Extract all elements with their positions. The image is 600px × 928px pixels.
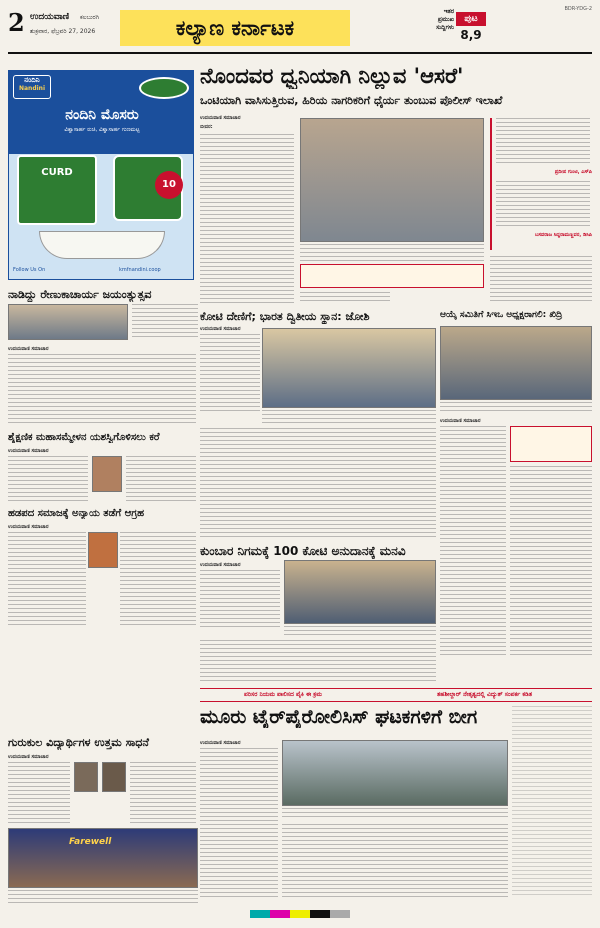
lead-column-3: [490, 256, 592, 304]
story-tyre-body-2: [282, 824, 508, 898]
story-kumbar-body-2: [200, 640, 436, 684]
story-tyre-byline: ಉದಯವಾಣಿ ಸಮಾಚಾರ: [200, 740, 241, 746]
story-gurukul-farewell-photo: [8, 828, 198, 888]
lead-sidebar: [490, 118, 592, 250]
story-joshi-byline: ಉದಯವಾಣಿ ಸಮಾಚಾರ: [200, 326, 241, 332]
story-khidri-body-2: [510, 466, 592, 656]
story-joshi-headline: ಕೋಟಿ ದೇಣಿಗೆ; ಭಾರತ ದ್ವಿತೀಯ ಸ್ಥಾನ: ಜೋಶಿ: [200, 310, 370, 323]
curd-pack: [17, 155, 97, 225]
story-education-body: [8, 456, 88, 504]
story-renukacharya-body: [8, 354, 196, 426]
story-kumbar-byline: ಉದಯವಾಣಿ ಸಮಾಚಾರ: [200, 562, 241, 568]
story-joshi-caption: [262, 410, 436, 424]
story-khidri-byline: ಉದಯವಾಣಿ ಸಮಾಚಾರ: [440, 418, 481, 424]
story-hadapad-photo: [88, 532, 118, 568]
ad-website[interactable]: kmfnandini.coop: [119, 267, 161, 273]
sidebar-quote-1: [496, 118, 590, 166]
cow-logo-icon: [139, 77, 189, 99]
story-joshi-body-2: [200, 428, 436, 538]
story-renukacharya-headline: ನಾಡಿದ್ದು ರೇಣುಕಾಚಾರ್ಯ ಜಯಂತ್ಯುತ್ಸವ: [8, 288, 152, 301]
story-tyre-photo: [282, 740, 508, 806]
story-education-byline: ಉದಯವಾಣಿ ಸಮಾಚಾರ: [8, 448, 49, 454]
curd-bowl: [39, 231, 165, 259]
nandini-logo-english: Nandini: [18, 85, 46, 92]
story-khidri-caption: [440, 402, 592, 414]
edition: ಕಲಬುರಗಿ: [80, 14, 100, 21]
story-gurukul-student-2: [102, 762, 126, 792]
ad-title: ನಂದಿನಿ ಮೊಸರು: [65, 107, 139, 123]
masthead: [8, 6, 592, 52]
section-title: ಕಲ್ಯಾಣ ಕರ್ನಾಟಕ: [175, 15, 295, 40]
story-khidri-body: [440, 426, 506, 656]
lead-byline: ಉದಯವಾಣಿ ಸಮಾಚಾರ: [200, 115, 241, 121]
price-badge: 10: [155, 171, 183, 199]
index-pages: 8,9: [460, 28, 482, 42]
story-joshi-photo: [262, 328, 436, 408]
story-gurukul-caption: [8, 890, 198, 906]
tyre-strip: [200, 688, 592, 702]
section-title-band: [120, 10, 350, 46]
story-khidri-photo: [440, 326, 592, 400]
story-renukacharya-highlight: [132, 304, 198, 340]
sidebar-credit-1: ಪ್ರದೀಪ ಗುಂಟಿ, ಎಸ್‌ಪಿ: [554, 169, 592, 175]
nandini-logo: [13, 75, 51, 99]
lead-column-1: [200, 134, 294, 304]
lead-place: ಬೀದರ:: [200, 124, 213, 130]
story-hadapad-headline: ಹಡಪದ ಸಮಾಜಕ್ಕೆ ಅನ್ಯಾಯ ತಡೆಗೆ ಆಗ್ರಹ: [8, 508, 145, 519]
sidebar-quote-2: [496, 181, 590, 229]
ad-subtitle: ವಿಶ್ವಾಸಾರ್ಹ ರುಚಿ, ವಿಶ್ವಾಸಾರ್ಹ ಗುಣಮಟ್ಟ: [64, 127, 140, 133]
story-education-photo: [92, 456, 122, 492]
paper-name: ಉದಯವಾಣಿ: [30, 12, 70, 22]
story-hadapad-body: [8, 532, 86, 628]
story-education-body-2: [126, 456, 196, 504]
story-renukacharya-photo: [8, 304, 128, 340]
story-gurukul-body: [8, 762, 70, 824]
story-tyre-caption: [282, 808, 508, 820]
curd-pack-label: CURD: [41, 167, 73, 178]
strip-right: ತಹಶೀಲ್ದಾರ್ ನೇತೃತ್ವದಲ್ಲಿ ವಿದ್ಯುತ್ ಸಂಪರ್ಕ ಕಡಿತ: [437, 691, 532, 698]
story-education-headline: ಶೈಕ್ಷಣಿಕ ಮಹಾಸಮ್ಮೇಳನ ಯಶಸ್ವಿಗೊಳಿಸಲು ಕರೆ: [8, 432, 160, 443]
strip-left: ಪರಿಸರ ನಿಯಮ ಪಾಲಿಸದ ಪೈಕಿ ಈ ಕ್ರಮ: [244, 691, 322, 698]
story-kumbar-caption: [284, 626, 436, 636]
page-code: BDR-YDG-2: [564, 6, 592, 12]
nandini-ad[interactable]: [8, 70, 194, 280]
story-hadapad-body-2: [120, 532, 196, 628]
story-joshi-body-1: [200, 334, 260, 414]
sidebar-credit-2: ಬಸವರಾಜ ಸಿದ್ದರಾಮಣ್ಣವರ, ಡಿಸಿಪಿ: [534, 232, 592, 238]
story-tyre-body-3: [512, 706, 592, 898]
farewell-banner-text: Farewell: [69, 837, 112, 847]
story-gurukul-headline: ಗುರುಕುಲ ವಿದ್ಯಾರ್ಥಿಗಳ ಉತ್ತಮ ಸಾಧನೆ: [8, 736, 149, 749]
story-kumbar-body-1: [200, 570, 280, 628]
page-number: 2: [8, 8, 25, 37]
index-label-3: ಸುದ್ದಿಗಳು: [436, 24, 454, 31]
story-gurukul-student-1: [74, 762, 98, 792]
story-tyre-body-1: [200, 748, 278, 898]
masthead-rule: [8, 52, 592, 54]
lead-photo-caption: [300, 244, 484, 262]
lead-photo: [300, 118, 484, 242]
index-tag: ಪುಟ: [456, 12, 486, 26]
index-label-2: ಪ್ರಮುಖ: [437, 16, 454, 23]
lead-headline: ನೊಂದವರ ಧ್ವನಿಯಾಗಿ ನಿಲ್ಲುವ 'ಆಸರೆ': [200, 64, 464, 88]
story-tyre-headline: ಮೂರು ಟೈರ್‌ಪೈರೋಲಿಸಿಸ್ ಘಟಕಗಳಿಗೆ ಬೀಗ: [200, 706, 478, 728]
story-hadapad-byline: ಉದಯವಾಣಿ ಸಮಾಚಾರ: [8, 524, 49, 530]
index-label-1: ಇತರ: [443, 8, 454, 15]
story-kumbar-photo: [284, 560, 436, 624]
date: ಶುಕ್ರವಾರ, ಫೆಬ್ರವರಿ 27, 2026: [30, 28, 96, 35]
story-gurukul-body-2: [130, 762, 196, 824]
nandini-logo-kannada: ನಂದಿನಿ: [24, 76, 40, 84]
story-gurukul-byline: ಉದಯವಾಣಿ ಸಮಾಚಾರ: [8, 754, 49, 760]
lead-highlight-box: [300, 264, 484, 288]
story-khidri-headline: ಆಯ್ಕೆ ಸಮಿತಿಗೆ ಸಿಇಒ ಅಧ್ಯಕ್ಷರಾಗಲಿ: ಖಿದ್ರಿ: [440, 310, 563, 320]
story-khidri-highlight: [510, 426, 592, 462]
story-renukacharya-byline: ಉದಯವಾಣಿ ಸಮಾಚಾರ: [8, 346, 49, 352]
lead-column-2: [300, 292, 390, 304]
story-kumbar-headline: ಕುಂಬಾರ ನಿಗಮಕ್ಕೆ 100 ಕೋಟಿ ಅನುದಾನಕ್ಕೆ ಮನವಿ: [200, 544, 406, 558]
ad-footer-text: Follow Us On: [13, 267, 46, 273]
registration-marks: [250, 910, 350, 918]
lead-subheadline: ಒಂಟಿಯಾಗಿ ವಾಸಿಸುತ್ತಿರುವ, ಹಿರಿಯ ನಾಗರಿಕರಿಗೆ ಧೈರ್ಯ ತುಂಬುವ ಪೊಲೀಸ್ ಇಲಾಖೆ: [200, 94, 503, 107]
